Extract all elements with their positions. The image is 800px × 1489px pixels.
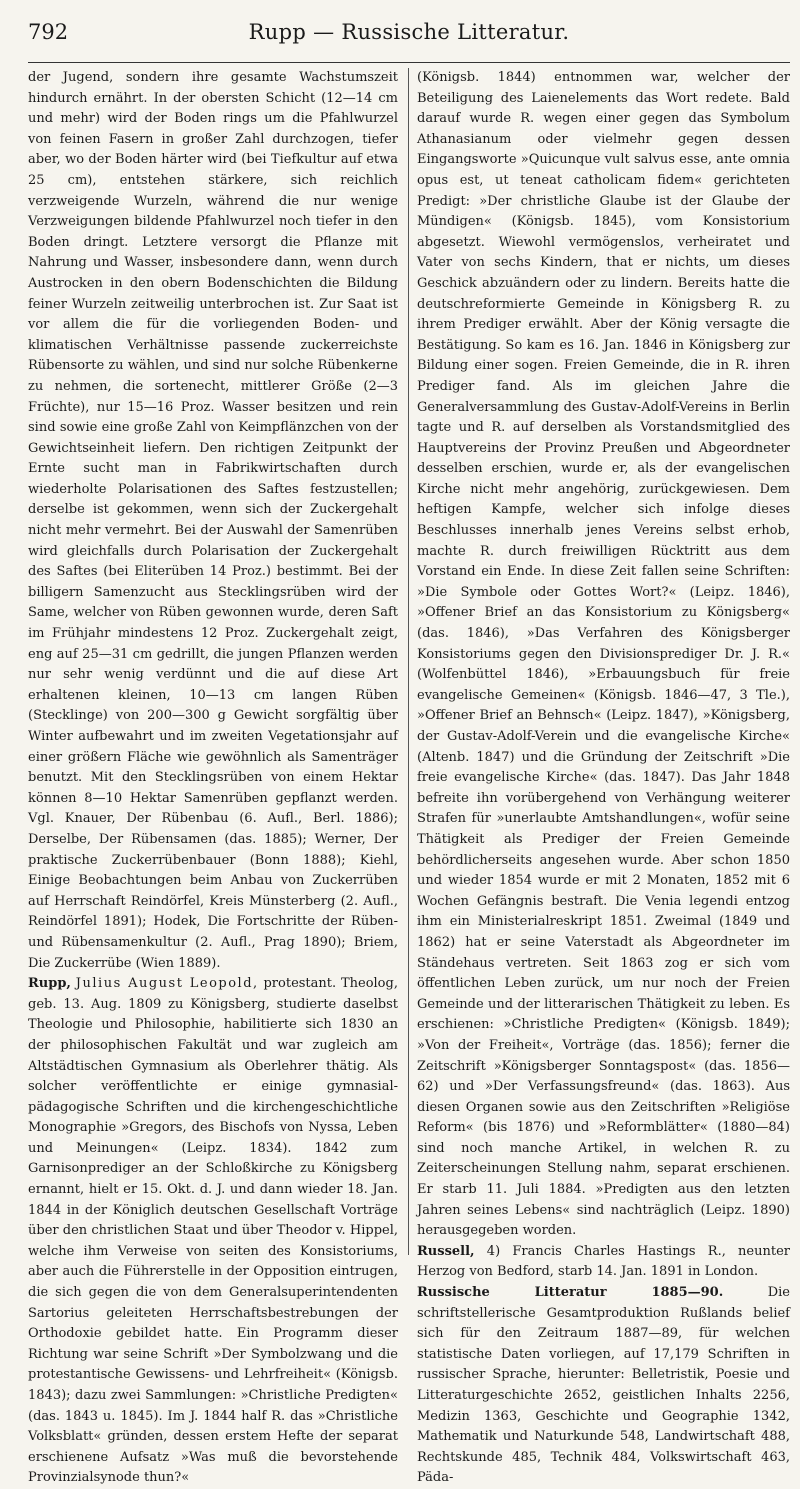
- entry-body: protestant. Theolog, geb. 13. Aug. 1809 zu Königsberg, studierte daselbst Theologie und Philosophie, habilitierte sich 1830 an der philosophischen Fakultät und war zugleich am Altstädtischen Gymnasium als Oberlehrer thätig. Als solcher veröffentlichte er einige gymnasial-pädagogische Schriften und die kirchengeschichtliche Monographie »Gregors, des Bischofs von Nyssa, Leben und Meinungen« (Leipz. 1834). 1842 zum Garnisonprediger an der Schloßkirche zu Königsberg ernannt, hielt er 15. Okt. d. J. und dann wieder 18. Jan. 1844 in der Königlich deutschen Gesellschaft Vorträge über den christlichen Staat und über Theodor v. Hippel, welche ihm Verweise von seiten des Konsistoriums, aber auch die Führerstelle in der Opposition eintrugen, die sich gegen die von dem Generalsuperintendenten Sartorius geleiteten Herrschaftsbestrebungen der Orthodoxie gebildet hatte. Ein Programm dieser Richtung war seine Schrift »Der Symbolzwang und die protestantische Gewissens- und Lehrfreiheit« (Königsb. 1843); dazu zwei Sammlungen: »Christliche Predigten« (das. 1843 u. 1845). Im J. 1844 half R. das »Christliche Volksblatt« gründen, dessen erstem Hefte der separat erschienene Aufsatz »Was muß die bevorstehende Provinzialsynode thun?«: [28, 976, 398, 1486]
- left-column: [28, 68, 409, 1486]
- text-columns: [28, 68, 790, 1486]
- entry-fullname: Julius August Leopold,: [75, 976, 259, 992]
- entry-headword: Rupp,: [28, 976, 71, 992]
- entry-headword: Russische Litteratur 1885—90.: [417, 1285, 724, 1301]
- continued-paragraph: der Jugend, sondern ihre gesamte Wachstumszeit hindurch ernährt. In der obersten Schicht (12—14 cm und mehr) wird der Boden rings um die Pfahlwurzel von feinen Fasern in großer Zahl durchzogen, tiefer aber, wo der Boden härter wird (bei Tiefkultur auf etwa 25 cm), entstehen stärkere, sich reichlich verzweigende Wurzeln, während die nur wenige Verzweigungen bildende Pfahlwurzel noch tiefer in den Boden dringt. Letztere versorgt die Pflanze mit Nahrung und Wasser, insbesondere dann, wenn durch Austrocken in den obern Bodenschichten die Bildung feiner Wurzeln zeitweilig unterbrochen ist. Zur Saat ist vor allem die für die vorliegenden Boden- und klimatischen Verhältnisse passende zuckerreichste Rübensorte zu wählen, und sind nur solche Rübenkerne zu nehmen, die sortenecht, mittlerer Größe (2—3 Früchte), nur 15—16 Proz. Wasser besitzen und rein sind sowie eine große Zahl von Keimpflänzchen von der Gewichtseinheit liefern. Den richtigen Zeitpunkt der Ernte sucht man in Fabrikwirtschaften durch wiederholte Polarisationen des Saftes festzustellen; derselbe ist gekommen, wenn sich der Zuckergehalt nicht mehr vermehrt. Bei der Auswahl der Samenrüben wird gleichfalls durch Polarisation der Zuckergehalt des Saftes (bei Eliterüben 14 Proz.) bestimmt. Bei der billigern Samenzucht aus Stecklingsrüben wird der Same, welcher von Rüben gewonnen wurde, deren Saft im Frühjahr mindestens 12 Proz. Zuckergehalt zeigt, eng auf 25—31 cm gedrillt, die jungen Pflanzen werden nur sehr wenig verdünnt und die auf diese Art erhaltenen kleinen, 10—13 cm langen Rüben (Stecklinge) von 200—300 g Gewicht sorgfältig über Winter aufbewahrt und im zweiten Vegetationsjahr auf einer größern Fläche wie gewöhnlich als Samenträger benutzt. Mit den Stecklingsrüben von einem Hektar können 8—10 Hektar Samenrüben gepflanzt werden. Vgl. Knauer, Der Rübenbau (6. Aufl., Berl. 1886); Derselbe, Der Rübensamen (das. 1885); Werner, Der praktische Zuckerrübenbauer (Bonn 1888); Kiehl, Einige Beobachtungen beim Anbau von Zuckerrüben auf Herrschaft Reindörfel, Kreis Münsterberg (2. Aufl., Reindörfel 1891); Hodek, Die Fortschritte der Rüben- und Rübensamenkultur (2. Aufl., Prag 1890); Briem, Die Zuckerrübe (Wien 1889).: [28, 70, 398, 971]
- entry-body: Die schriftstellerische Gesamtproduktion Rußlands belief sich für den Zeitraum 1887—89, für welchen statistische Daten vorliegen, auf 17,179 Schriften in russischer Sprache, hierunter: Belletristik, Poesie und Litteraturgeschichte 2652, geistlichen Inhalts 2256, Medizin 1363, Geschichte und Geographie 1342, Mathematik und Naturkunde 548, Landwirtschaft 488, Rechtskunde 485, Technik 484, Volkswirtschaft 463, Päda-: [417, 1285, 790, 1486]
- page-number: 792: [28, 20, 69, 44]
- entry-russische-litteratur: [417, 1283, 790, 1489]
- entry-russell: [417, 1242, 790, 1283]
- running-title: Rupp — Russische Litteratur.: [248, 20, 570, 44]
- header-rule: [28, 62, 790, 63]
- entry-headword: Russell,: [417, 1243, 475, 1259]
- right-column: [409, 68, 790, 1486]
- entry-rupp-continued: (Königsb. 1844) entnommen war, welcher der Beteiligung des Laienelements das Wort redete. Bald darauf wurde R. wegen einer gegen das Symbolum Athanasianum oder vielmehr gegen dessen Eingangsworte »Quicunque vult salvus esse, ante omnia opus est, ut teneat catholicam fidem« gerichteten Predigt: »Der christliche Glaube ist der Glaube der Mündigen« (Königsb. 1845), vom Konsistorium abgesetzt. Wiewohl vermögenslos, verheiratet und Vater von sechs Kindern, that er nichts, um dieses Geschick abzuändern oder zu lindern. Bereits hatte die deutschreformierte Gemeinde in Königsberg R. zu ihrem Prediger erwählt. Aber der König versagte die Bestätigung. So kam es 16. Jan. 1846 in Königsberg zur Bildung einer sogen. Freien Gemeinde, die in R. ihren Prediger fand. Als im gleichen Jahre die Generalversammlung des Gustav-Adolf-Vereins in Berlin tagte und R. auf derselben als Vorstandsmitglied des Hauptvereins der Provinz Preußen und Abgeordneter desselben erschien, wurde er, als der evangelischen Kirche nicht mehr angehörig, zurückgewiesen. Dem heftigen Kampfe, welcher sich infolge dieses Beschlusses innerhalb jenes Vereins selbst erhob, machte R. durch freiwilligen Rücktritt aus dem Vorstand ein Ende. In diese Zeit fallen seine Schriften: »Die Symbole oder Gottes Wort?« (Leipz. 1846), »Offener Brief an das Konsistorium zu Königsberg« (das. 1846), »Das Verfahren des Königsberger Konsistoriums gegen den Divisionsprediger Dr. J. R.« (Wolfenbüttel 1846), »Erbauungsbuch für freie evangelische Gemeinen« (Königsb. 1846—47, 3 Tle.), »Offener Brief an Behnsch« (Leipz. 1847), »Königsberg, der Gustav-Adolf-Verein und die evangelische Kirche« (Altenb. 1847) und die Gründung der Zeitschrift »Die freie evangelische Kirche« (das. 1847). Das Jahr 1848 befreite ihn vorübergehend von Verhängung weiterer Strafen für »unerlaubte Amtshandlungen«, wofür seine Thätigkeit als Prediger der Freien Gemeinde behördlicherseits angesehen wurde. Aber schon 1850 und wieder 1854 wurde er mit 2 Monaten, 1852 mit 6 Wochen Gefängnis bestraft. Die Venia legendi entzog ihm ein Ministerialreskript 1851. Zweimal (1849 und 1862) hat er seine Vaterstadt als Abgeordneter im Ständehaus vertreten. Seit 1863 zog er sich vom öffentlichen Leben zurück, um nur noch der Freien Gemeinde und der litterarischen Thätigkeit zu leben. Es erschienen: »Christliche Predigten« (Königsb. 1849); »Von der Freiheit«, Vorträge (das. 1856); ferner die Zeitschrift »Königsberger Sonntagspost« (das. 1856—62) und »Der Verfassungsfreund« (das. 1863). Aus diesen Organen sowie aus den Zeitschriften »Religiöse Reform« (bis 1876) und »Reformblätter« (1880—84) sind noch manche Artikel, in welchen R. zu Zeiterscheinungen Stellung nahm, separat erschienen. Er starb 11. Juli 1884. »Predigten aus den letzten Jahren seines Lebens« sind nachträglich (Leipz. 1890) herausgegeben worden.: [417, 70, 790, 1239]
- entry-rupp: [28, 974, 398, 1489]
- entry-body: 4) Francis Charles Hastings R., neunter Herzog von Bedford, starb 14. Jan. 1891 in London.: [417, 1243, 790, 1280]
- page-header: [28, 20, 790, 50]
